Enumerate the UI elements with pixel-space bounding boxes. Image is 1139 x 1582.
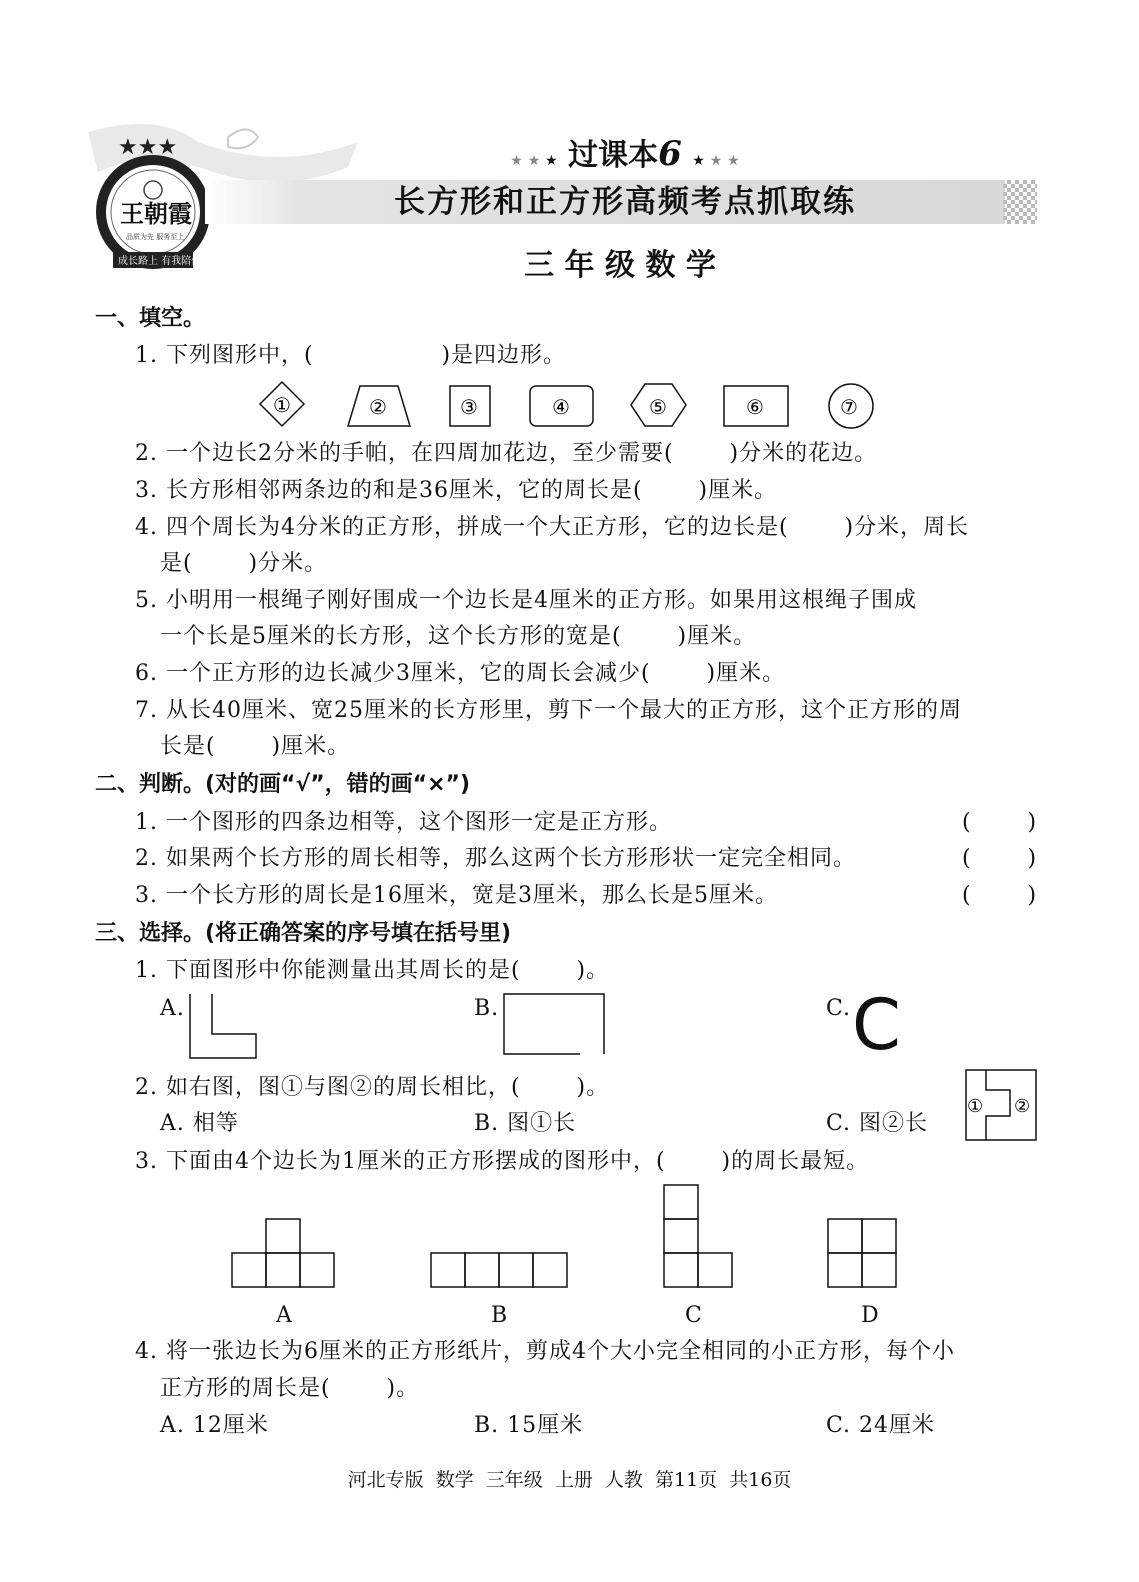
question-7-cont: 长是( )厘米。 [160, 734, 351, 759]
choice-question-1: 1. 下面图形中你能测量出其周长的是( )。 [135, 958, 610, 983]
option-label: A. [160, 996, 185, 1021]
answer-bracket: ( ) [962, 846, 1038, 871]
section-heading: 三、选择。(将正确答案的序号填在括号里) [95, 921, 512, 946]
question-1: 1. 下列图形中，( )是四边形。 [135, 343, 567, 368]
figure-label-d: D [861, 1303, 880, 1328]
c-letter-shape: C [852, 984, 901, 1066]
svg-text:品质为先 服务至上: 品质为先 服务至上 [126, 233, 185, 241]
svg-text:①: ① [273, 393, 291, 417]
svg-text:⑥: ⑥ [746, 395, 764, 419]
choice-question-4: 4. 将一张边长为6厘米的正方形纸片，剪成4个大小完全相同的小正方形，每个小 [135, 1339, 955, 1364]
svg-text:②: ② [369, 395, 387, 419]
judge-item-2: 2. 如果两个长方形的周长相等，那么这两个长方形形状一定完全相同。 [135, 846, 856, 871]
open-rect-shape [500, 992, 610, 1058]
stars-left-icon: ★ ★ [510, 153, 546, 169]
option-label: C. [826, 996, 852, 1021]
answer-bracket: ( ) [962, 810, 1038, 835]
question-4-cont: 是( )分米。 [160, 551, 328, 576]
figure-a [231, 1218, 339, 1290]
figure-d [827, 1218, 901, 1290]
judge-item-3: 3. 一个长方形的周长是16厘米，宽是3厘米，那么长是5厘米。 [135, 883, 778, 908]
svg-text:③: ③ [460, 395, 478, 419]
judge-item-1: 1. 一个图形的四条边相等，这个图形一定是正方形。 [135, 810, 672, 835]
question-4: 4. 四个周长为4分米的正方形，拼成一个大正方形，它的边长是( )分米，周长 [135, 515, 970, 540]
choice-question-4-cont: 正方形的周长是( )。 [160, 1376, 420, 1401]
answer-bracket: ( ) [962, 883, 1038, 908]
option-label: B. [474, 996, 500, 1021]
section-heading: 一、填空。 [95, 306, 206, 331]
svg-text:①: ① [967, 1096, 984, 1117]
checker-decoration [1003, 180, 1037, 224]
series-label: ★ ★ ★ 过课本6 ★ ★ ★ [510, 134, 740, 174]
svg-text:王朝霞: 王朝霞 [120, 199, 192, 228]
figure-label-a: A [276, 1303, 293, 1328]
option-a: A. 相等 [160, 1111, 239, 1136]
option-b: B. 15厘米 [474, 1413, 584, 1438]
figure-b [430, 1252, 572, 1290]
compare-figure [964, 1068, 1038, 1142]
choice-question-2: 2. 如右图，图①与图②的周长相比，( )。 [135, 1075, 610, 1100]
svg-text:④: ④ [552, 395, 570, 419]
svg-text:★★★: ★★★ [118, 135, 178, 160]
figure-c [663, 1184, 737, 1290]
question-3: 3. 长方形相邻两条边的和是36厘米，它的周长是( )厘米。 [135, 478, 778, 503]
question-5-cont: 一个长是5厘米的长方形，这个长方形的宽是( )厘米。 [160, 624, 757, 649]
shapes-row [250, 380, 890, 436]
page-title: 长方形和正方形高频考点抓取练 [394, 184, 856, 220]
question-7: 7. 从长40厘米、宽25厘米的长方形里，剪下一个最大的正方形，这个正方形的周 [135, 698, 962, 723]
svg-text:成长路上 有我陪伴: 成长路上 有我陪伴 [118, 256, 202, 267]
section-heading: 二、判断。(对的画“√”，错的画“×”) [95, 772, 471, 797]
open-l-shape [188, 992, 262, 1062]
page-subtitle: 三 年 级 数 学 [524, 248, 716, 283]
figure-label-c: C [685, 1303, 703, 1328]
option-c: C. 图②长 [826, 1111, 929, 1136]
option-c: C. 24厘米 [826, 1413, 936, 1438]
question-6: 6. 一个正方形的边长减少3厘米，它的周长会减少( )厘米。 [135, 661, 786, 686]
series-number: 6 [658, 134, 682, 174]
svg-text:⑤: ⑤ [649, 395, 667, 419]
option-b: B. 图①长 [474, 1111, 577, 1136]
page-footer: 河北专版 数学 三年级 上册 人教 第11页 共16页 [347, 1469, 792, 1491]
series-prefix: 过课本 [568, 138, 659, 173]
stars-right-icon: ★ ★ [704, 153, 740, 169]
question-2: 2. 一个边长2分米的手帕，在四周加花边，至少需要( )分米的花边。 [135, 441, 878, 466]
svg-text:⑦: ⑦ [840, 395, 858, 419]
svg-text:②: ② [1014, 1096, 1031, 1117]
figure-label-b: B [491, 1303, 509, 1328]
option-a: A. 12厘米 [160, 1413, 269, 1438]
question-5: 5. 小明用一根绳子刚好围成一个边长是4厘米的正方形。如果用这根绳子围成 [135, 588, 917, 613]
choice-question-3: 3. 下面由4个边长为1厘米的正方形摆成的图形中，( )的周长最短。 [135, 1149, 870, 1174]
